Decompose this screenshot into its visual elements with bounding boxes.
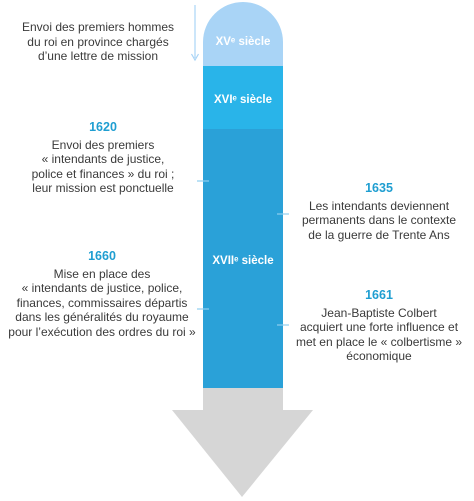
period-label-xvi: XVIᵉ siècle [213, 94, 273, 106]
period-band-xv [203, 2, 283, 66]
event-1661-text: Jean-Baptiste Colbert acquiert une forte influence et met en place le « colbertisme » économique [295, 305, 463, 364]
event-1661 [292, 288, 466, 364]
event-first-missions-text: Envoi des premiers hommes du roi en province chargés d’une lettre de mission [21, 20, 175, 64]
event-1660-year: 1660 [88, 249, 116, 263]
event-1661-year: 1661 [365, 288, 393, 302]
period-label-xvii: XVIIᵉ siècle [212, 255, 274, 267]
period-label-xv: XVᵉ siècle [215, 36, 271, 48]
event-1660-text: Mise en place des « intendants de justice, police, finances, commissaires départis dans les généralités du royaume pour l’exécution des ordres du roi » [8, 266, 196, 339]
event-1620 [8, 120, 198, 196]
event-1620-text: Envoi des premiers « intendants de justice, police et finances » du roi ; leur mission est ponctuelle [31, 137, 175, 196]
event-1635-year: 1635 [365, 181, 393, 195]
event-1635-text: Les intendants deviennent permanents dans le contexte de la guerre de Trente Ans [301, 198, 457, 242]
event-1620-year: 1620 [89, 120, 117, 134]
timeline-arrow-head [172, 410, 313, 497]
event-first-missions [8, 20, 188, 64]
event-1635 [292, 181, 466, 242]
event-1660 [4, 249, 200, 340]
